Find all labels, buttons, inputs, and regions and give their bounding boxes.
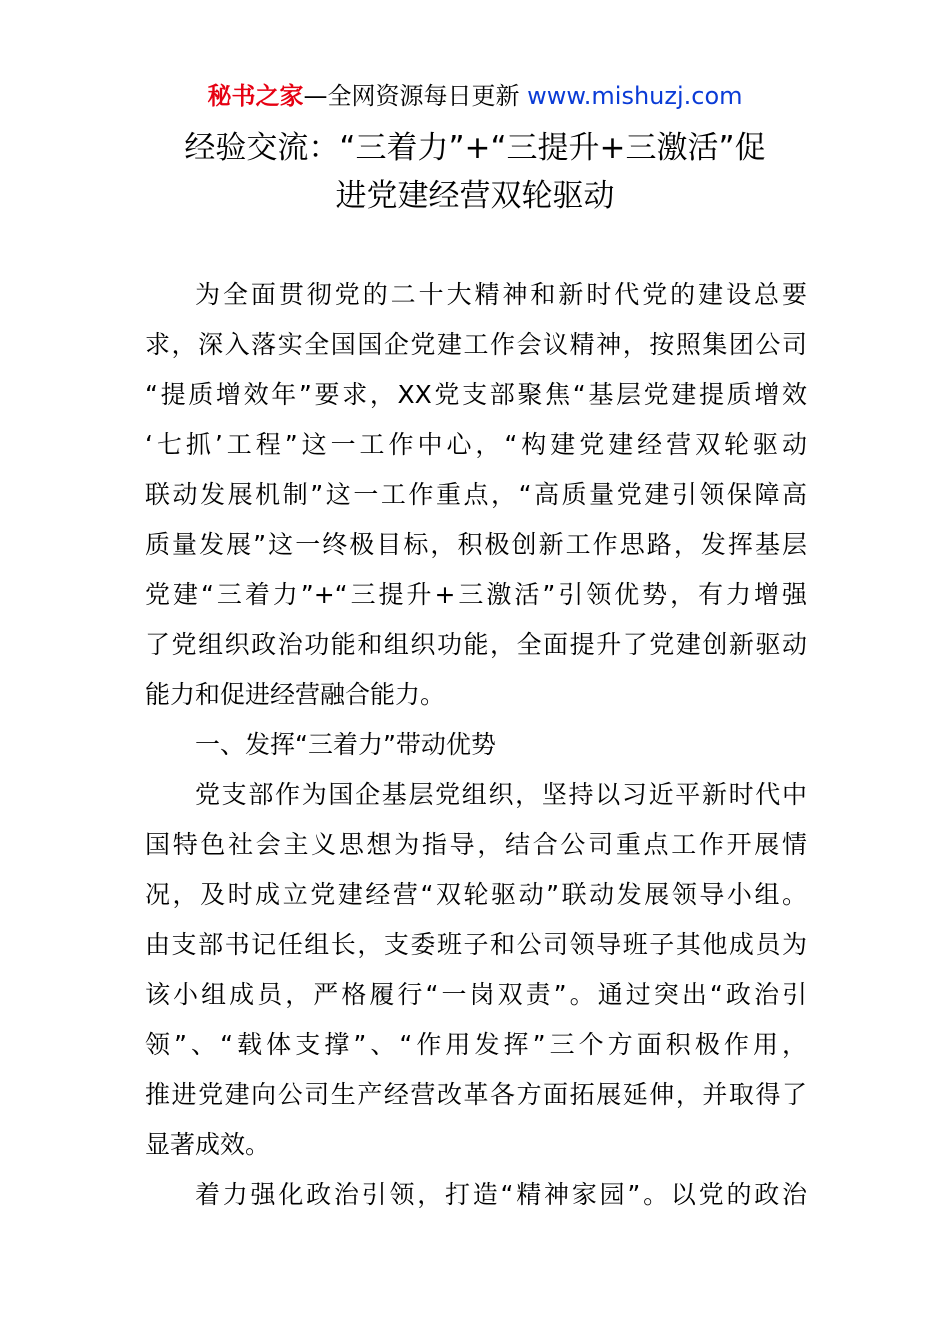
body-line: 求，深入落实全国国企党建工作会议精神，按照集团公司 — [145, 330, 807, 359]
document-title — [145, 124, 805, 220]
body-line: 推进党建向公司生产经营改革各方面拓展延伸，并取得了 — [145, 1080, 807, 1109]
brand-name: 秘书之家 — [207, 82, 304, 110]
body-line: 党建“三着力”+“三提升+三激活”引领优势，有力增强 — [145, 580, 807, 609]
body-line: “提质增效年”要求，XX党支部聚焦“基层党建提质增效 — [145, 380, 807, 409]
title-line-1: 经验交流：“三着力”+“三提升+三激活”促 — [184, 130, 766, 166]
document-body — [145, 270, 807, 1220]
body-line: 了党组织政治功能和组织功能，全面提升了党建创新驱动 — [145, 630, 807, 659]
body-line: 联动发展机制”这一工作重点，“高质量党建引领保障高 — [145, 480, 807, 509]
section-heading: 一、发挥“三着力”带动优势 — [195, 730, 496, 759]
body-line: 况，及时成立党建经营“双轮驱动”联动发展领导小组。 — [145, 880, 807, 909]
site-url[interactable]: www.mishuzj.com — [527, 82, 743, 110]
body-line: 由支部书记任组长，支委班子和公司领导班子其他成员为 — [145, 930, 807, 959]
body-line: 显著成效。 — [145, 1130, 271, 1159]
body-line: 着力强化政治引领，打造“精神家园”。以党的政治 — [195, 1180, 807, 1209]
body-line: ‘七抓’工程”这一工作中心，“构建党建经营双轮驱动 — [145, 430, 807, 459]
body-line: 领”、“载体支撑”、“作用发挥”三个方面积极作用， — [145, 1030, 807, 1059]
body-line: 国特色社会主义思想为指导，结合公司重点工作开展情 — [145, 830, 807, 859]
body-line: 质量发展”这一终极目标，积极创新工作思路，发挥基层 — [145, 530, 807, 559]
title-line-2: 进党建经营双轮驱动 — [335, 178, 615, 214]
body-line: 党支部作为国企基层党组织，坚持以习近平新时代中 — [195, 780, 807, 809]
body-line: 能力和促进经营融合能力。 — [145, 680, 446, 709]
body-line: 为全面贯彻党的二十大精神和新时代党的建设总要 — [195, 280, 807, 309]
body-line: 该小组成员，严格履行“一岗双责”。通过突出“政治引 — [145, 980, 807, 1009]
header-tagline: —全网资源每日更新 — [303, 82, 520, 110]
site-header — [0, 80, 950, 112]
